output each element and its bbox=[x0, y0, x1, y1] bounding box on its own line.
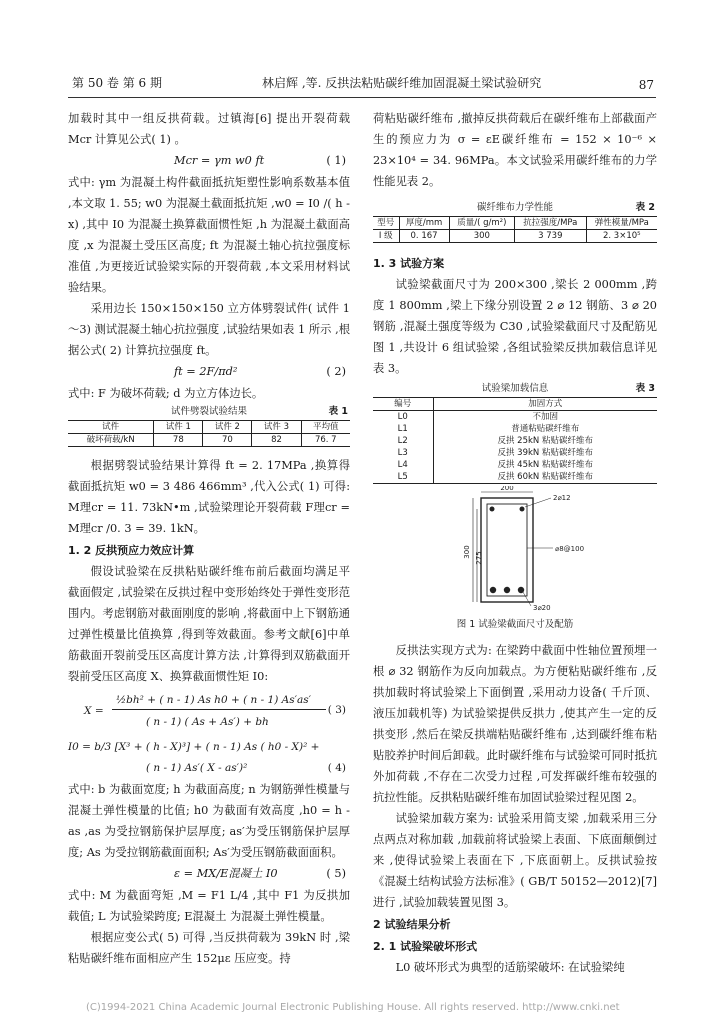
section-heading: 2. 1 试验梁破坏形式 bbox=[373, 940, 478, 953]
equation-text: ft = 2F/πd² bbox=[174, 365, 238, 378]
concrete-outline bbox=[481, 498, 533, 602]
table-header-cell: 加固方式 bbox=[433, 398, 657, 411]
equation-1 bbox=[68, 150, 350, 172]
table-number: 表 1 bbox=[328, 406, 348, 417]
equation-4 bbox=[68, 735, 350, 779]
dimension-width-label: 200 bbox=[500, 486, 514, 492]
figure-caption: 图 1 试验梁截面尺寸及配筋 bbox=[456, 619, 574, 630]
table-header-cell: 抗拉强度/MPa bbox=[515, 217, 587, 230]
table-cell: 不加固 bbox=[532, 412, 558, 422]
equation-2 bbox=[68, 361, 350, 383]
beam-section-drawing bbox=[373, 486, 657, 614]
table-cell: L5 bbox=[373, 471, 433, 484]
table-2-caption bbox=[373, 200, 657, 216]
header-rule bbox=[68, 97, 656, 98]
table-row bbox=[373, 471, 657, 484]
dimension-height-label: 300 bbox=[463, 545, 471, 559]
equation-number: ( 4) bbox=[327, 762, 346, 774]
top-bar-label: 2⌀12 bbox=[553, 494, 571, 502]
stirrup-label: ⌀8@100 bbox=[555, 545, 585, 553]
table-cell: 70 bbox=[203, 434, 252, 447]
table-title: 试件劈裂试验结果 bbox=[170, 406, 247, 417]
table-row bbox=[373, 459, 657, 471]
figure-1 bbox=[373, 486, 657, 614]
paragraph: L0 破坏形式为典型的适筋梁破坏: 在试验梁纯 bbox=[395, 961, 625, 974]
table-header-cell: 试件 2 bbox=[203, 421, 252, 434]
table-cell: 76. 7 bbox=[301, 434, 350, 447]
table-cell: 2. 3×10⁵ bbox=[586, 230, 657, 243]
table-cell: 反拱 39kN 粘贴碳纤维布 bbox=[497, 448, 593, 458]
table-header-cell: 弹性模量/MPa bbox=[586, 217, 657, 230]
table-header-cell: 厚度/mm bbox=[399, 217, 449, 230]
table-cell: L2 bbox=[373, 435, 433, 447]
table-cell: 0. 167 bbox=[399, 230, 449, 243]
table-header-cell: 型号 bbox=[373, 217, 399, 230]
paragraph: 反拱法实现方式为: 在梁跨中截面中性轴位置预埋一根 ⌀ 32 钢筋作为反向加载点。为方便粘贴碳纤维布 ,反拱加载时将试验梁上下面倒置 ,采用动力设备( 千斤顶、液压加载机等) 为试验梁提供反拱力 ,使其产生一定的反拱变形 ,然后在梁反拱端粘贴碳纤维布 ,达到碳纤维布粘贴胶养护时间后卸载。此时碳纤维布与试验梁可同时抵抗外加荷载 ,不存在二次受力过程 ,可发挥碳纤维布较强的抗拉性能。反拱粘贴碳纤维布加固试验梁过程见图 2。 bbox=[373, 644, 657, 804]
table-3-caption bbox=[373, 381, 657, 397]
table-cell: 反拱 60kN 粘贴碳纤维布 bbox=[433, 471, 657, 484]
table-cell: 300 bbox=[449, 230, 514, 243]
table-cell: 反拱 45kN 粘贴碳纤维布 bbox=[497, 460, 593, 470]
table-cell: 82 bbox=[252, 434, 301, 447]
equation-number: ( 2) bbox=[326, 365, 346, 378]
bottom-rebar bbox=[504, 587, 510, 593]
table-title: 碳纤维布力学性能 bbox=[476, 202, 553, 213]
section-heading: 1. 2 反拱预应力效应计算 bbox=[68, 544, 195, 557]
table-cell: L3 bbox=[373, 447, 433, 459]
right-column bbox=[373, 108, 657, 978]
fraction-bar bbox=[112, 709, 326, 710]
paragraph: 采用边长 150×150×150 立方体劈裂试件( 试件 1～3) 测试混凝土轴心抗拉强度 ,试验结果如表 1 所示 ,根据公式( 2) 计算抗拉强度 ft。 bbox=[68, 302, 350, 357]
section-heading: 1. 3 试验方案 bbox=[373, 257, 445, 270]
table-row bbox=[68, 434, 350, 447]
running-header bbox=[72, 74, 654, 96]
equation-number: ( 3) bbox=[327, 704, 346, 716]
bottom-bar-label: 3⌀20 bbox=[533, 604, 551, 612]
table-header-cell: 质量/( g/m²) bbox=[449, 217, 514, 230]
equation-text: ε = MX/E混凝土 I0 bbox=[174, 867, 278, 880]
table-cell: I 级 bbox=[373, 230, 399, 243]
table-cell: L1 bbox=[373, 423, 433, 435]
equation-line: I0 = b/3 [X³ + ( h - X)³] + ( n - 1) As ( h0 - X)² + bbox=[68, 741, 320, 753]
paragraph: 式中: γm 为混凝土构件截面抵抗矩塑性影响系数基本值 ,本文取 1. 55; w0 为混凝土截面抵抗矩 ,w0 = I0 /( h - x) ,其中 I0 为混凝土换算截面惯性矩 ,h 为混凝土截面高度 ,x 为混凝土受压区高度; ft 为混凝土轴心抗拉强度标准值 ,为更接近试验梁实际的开裂荷载 ,本文采用材料试验结果。 bbox=[68, 176, 350, 294]
paragraph: 试验梁截面尺寸为 200×300 ,梁长 2 000mm ,跨度 1 800mm ,梁上下缘分别设置 2 ⌀ 12 钢筋、3 ⌀ 20钢筋 ,混凝土强度等级为 C30 ,试验梁截面尺寸及配筋见图 1 ,共设计 6 组试验梁 ,各组试验梁反拱加载信息详见表 3。 bbox=[373, 278, 657, 375]
table-row bbox=[373, 411, 657, 424]
table-header-cell: 试件 bbox=[68, 421, 154, 434]
copyright-watermark: (C)1994-2021 China Academic Journal Electronic Publishing House. All rights reserved. http://www.cnki.net bbox=[86, 1002, 620, 1013]
table-cell: 3 739 bbox=[515, 230, 587, 243]
top-rebar bbox=[520, 507, 525, 512]
table-row bbox=[373, 423, 657, 435]
table-2 bbox=[373, 216, 657, 243]
table-1 bbox=[68, 420, 350, 447]
table-header-cell: 试件 3 bbox=[252, 421, 301, 434]
page-number: 87 bbox=[638, 78, 654, 92]
table-number: 表 3 bbox=[635, 383, 655, 394]
paragraph: 根据应变公式( 5) 可得 ,当反拱荷载为 39kN 时 ,梁粘贴碳纤维布面相应产生 152με 压应变。持 bbox=[68, 931, 350, 965]
paragraph: 试验梁加载方案为: 试验采用简支梁 ,加载采用三分点两点对称加载 ,加载前将试验梁上表面、下底面颠倒过来 ,使得试验梁上表面在下 ,下底面朝上。反拱试验按《混凝土结构试验方法标准》( GB/T 50152—2012)[7] 进行 ,试验加载装置见图 3。 bbox=[373, 812, 657, 909]
paragraph: 根据劈裂试验结果计算得 ft = 2. 17MPa ,换算得截面抵抗矩 w0 = 3 486 466mm³ ,代入公式( 1) 可得: M理cr = 11. 73kN•m ,试验梁理论开裂荷载 F理cr = M理cr /0. 3 = 39. 1kN。 bbox=[68, 459, 350, 535]
table-cell: L0 bbox=[373, 411, 433, 424]
article-title-header: 林启辉 ,等. 反拱法粘贴碳纤维加固混凝土梁试验研究 bbox=[262, 76, 542, 90]
equation-numerator: ½bh² + ( n - 1) As h0 + ( n - 1) As′as′ bbox=[116, 694, 312, 706]
equation-number: ( 5) bbox=[326, 867, 346, 880]
paragraph: 加载时其中一组反拱荷载。过镇海[6] 提出开裂荷载 Mcr 计算见公式( 1) 。 bbox=[68, 112, 350, 146]
equation-3 bbox=[68, 687, 350, 735]
paragraph: 式中: b 为截面宽度; h 为截面高度; n 为钢筋弹性模量与混凝土弹性模量的比值; h0 为截面有效高度 ,h0 = h - as ,as 为受拉钢筋保护层厚度; as′为受压钢筋保护层厚度; As 为受拉钢筋截面面积; As′为受压钢筋截面面积。 bbox=[68, 783, 350, 859]
table-row bbox=[373, 435, 657, 447]
table-header-cell: 编号 bbox=[373, 398, 433, 411]
equation-lhs: X = bbox=[84, 705, 104, 717]
table-cell: 78 bbox=[154, 434, 203, 447]
section-heading: 2 试验结果分析 bbox=[373, 918, 451, 931]
table-title: 试验梁加载信息 bbox=[481, 383, 549, 394]
paragraph: 式中: M 为截面弯矩 ,M = F1 L/4 ,其中 F1 为反拱加载值; L 为试验梁跨度; E混凝土 为混凝土弹性模量。 bbox=[68, 889, 350, 923]
left-column bbox=[68, 108, 350, 969]
journal-issue: 第 50 卷 第 6 期 bbox=[72, 76, 162, 90]
bottom-rebar bbox=[490, 587, 496, 593]
paragraph: 假设试验梁在反拱粘贴碳纤维布前后截面均满足平截面假定 ,试验梁在反拱过程中变形始终处于弹性变形范围内。考虑钢筋对截面刚度的影响 ,将截面中上下钢筋通过弹性模量比值换算 ,得到等效截面。参考文献[6]中单筋截面开裂前受压区高度计算方法 ,计算得到双筋截面开裂前受压区高度 X、换算截面惯性矩 I0: bbox=[68, 565, 350, 683]
equation-denominator: ( n - 1) ( As + As′) + bh bbox=[146, 716, 269, 728]
table-3 bbox=[373, 397, 657, 484]
dimension-inner-label: 275 bbox=[475, 551, 483, 565]
table-cell: 普通粘贴碳纤维布 bbox=[511, 424, 580, 434]
table-row bbox=[373, 230, 657, 243]
equation-number: ( 1) bbox=[326, 154, 346, 167]
table-row bbox=[373, 447, 657, 459]
table-header-cell: 试件 1 bbox=[154, 421, 203, 434]
table-cell: 破坏荷载/kN bbox=[68, 434, 154, 447]
equation-line: ( n - 1) As′( X - as′)² bbox=[146, 762, 248, 774]
table-cell: 反拱 25kN 粘贴碳纤维布 bbox=[497, 436, 593, 446]
paragraph: 式中: F 为破坏荷载; d 为立方体边长。 bbox=[68, 387, 264, 400]
paragraph: 荷粘贴碳纤维布 ,撤掉反拱荷载后在碳纤维布上部截面产生的预应力为 σ = εE碳纤维布 = 152 × 10⁻⁶ × 23×10⁴ = 34. 96MPa。本文试验采用碳纤维布的力学性能见表 2。 bbox=[373, 112, 657, 188]
top-rebar bbox=[490, 507, 495, 512]
equation-text: Mcr = γm w0 ft bbox=[174, 154, 265, 167]
table-1-caption bbox=[68, 404, 350, 420]
table-header-cell: 平均值 bbox=[301, 421, 350, 434]
table-number: 表 2 bbox=[635, 202, 655, 213]
table-cell: L4 bbox=[373, 459, 433, 471]
equation-5 bbox=[68, 863, 350, 885]
